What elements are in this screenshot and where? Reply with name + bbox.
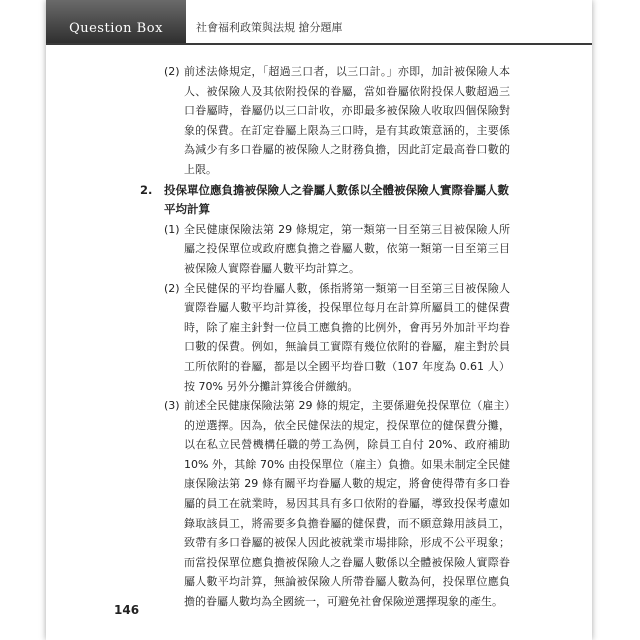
list-item [164, 220, 510, 279]
item-number: (1) [164, 222, 180, 236]
item-text: 全民健康保險法第 29 條規定，第一類第一目至第三目被保險人所屬之投保單位或政府應負擔之眷屬人數，依第一類第一目至第三目被保險人實際眷屬人數平均計算之。 [184, 222, 510, 275]
section-number: 2. [140, 182, 153, 197]
page-content [140, 62, 510, 612]
item-text: 前述全民健康保險法第 29 條的規定，主要係避免投保單位（雇主）的逆選擇。因為，依全民健保法的規定，投保單位的健保費分攤，以在私立民營機構任職的勞工為例，除員工自付 20%、政府補助 10% 外，其餘 70% 由投保單位（雇主）負擔。如果未制定全民健康保險法第 29 條有關平均眷屬人數的規定，將會使得帶有多口眷屬的員工在就業時，易因其具有多口依附的眷屬，導致投保考慮如錄取該員工，將需要多負擔眷屬的健保費，而不願意錄用該員工，致帶有多口眷屬的被保人因此被就業市場排除，形成不公平現象；而當投保單位應負擔被保險人之眷屬人數係以全體被保險人實際眷屬人數平均計算，無論被保險人所帶眷屬人數為何，投保單位應負擔的眷屬人數均為全國統一，可避免社會保險逆選擇現象的產生。 [184, 399, 510, 609]
book-page [46, 0, 592, 640]
item-number: (2) [164, 281, 180, 295]
item-text: 前述法條規定，「超過三口者，以三口計。」亦即，加計被保險人本人、被保險人及其依附投保的眷屬，當如眷屬依附投保人數超過三口眷屬時，眷屬仍以三口計收，亦即最多被保險人收取四個保險對象的保費。在訂定眷屬上限為三口時，是有其政策意涵的，主要係為減少有多口眷屬的被保險人之財務負擔，因此訂定最高眷口數的上限。 [184, 65, 510, 176]
question-box-label: Question Box [46, 0, 186, 44]
item-number: (2) [164, 65, 180, 78]
header-title: 社會福利政策與法規 搶分題庫 [196, 21, 343, 34]
header-divider [46, 43, 592, 45]
item-number: (3) [164, 399, 180, 413]
section-title: 投保單位應負擔被保險人之眷屬人數係以全體被保險人實際眷屬人數平均計算 [164, 182, 509, 217]
list-item [164, 279, 510, 397]
page-header [46, 0, 592, 44]
list-item [164, 396, 510, 612]
section-heading [140, 181, 510, 220]
list-item [164, 62, 510, 180]
item-text: 全民健保的平均眷屬人數，係指將第一類第一目至第三目被保險人實際眷屬人數平均計算後，投保單位每月在計算所屬員工的健保費時，除了雇主針對一位員工應負擔的比例外，會再另外加計平均眷口數的保費。例如，無論員工實際有幾位依附的眷屬，雇主對於員工所依附的眷屬，都是以全國平均眷口數（107 年度為 0.61 人）按 70% 另外分攤計算後合併繳納。 [184, 281, 510, 393]
page-number: 146 [114, 603, 140, 617]
